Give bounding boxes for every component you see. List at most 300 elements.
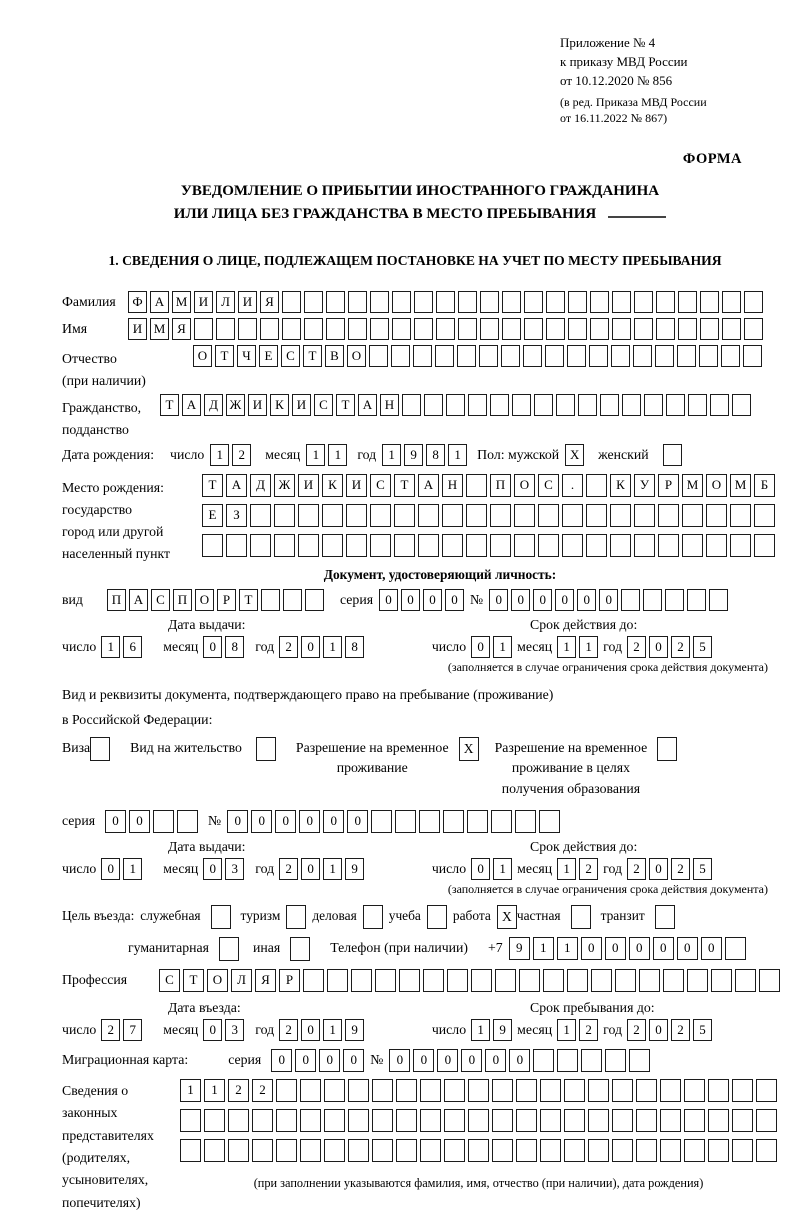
guardians-cell[interactable] [396,1079,417,1102]
guardians-cell[interactable] [444,1139,465,1162]
profession-cell[interactable]: С [159,969,180,992]
profession-cell[interactable] [327,969,348,992]
birth-day-cell[interactable]: 1 [210,444,229,466]
given-name-cell[interactable] [194,318,213,340]
issue-year-cell[interactable]: 1 [323,636,342,658]
citizenship-cell[interactable] [446,394,465,416]
mc-number-cell[interactable] [533,1049,554,1072]
stay-month-cell[interactable]: 2 [579,1019,598,1041]
residence-series-cell[interactable]: 0 [105,810,126,833]
stay-day-cell[interactable]: 9 [493,1019,512,1041]
citizenship-cell[interactable] [556,394,575,416]
citizenship-cell[interactable]: К [270,394,289,416]
guardians-cell[interactable] [252,1109,273,1132]
surname-cell[interactable] [436,291,455,313]
valid-day-cell[interactable]: 1 [493,858,512,880]
guardians-cell[interactable] [396,1109,417,1132]
surname-cell[interactable] [414,291,433,313]
visa-checkbox-cell[interactable] [90,737,110,761]
residence-number-cell[interactable] [539,810,560,833]
doc-number-cell[interactable] [621,589,640,611]
issue-day-cell[interactable]: 1 [101,636,120,658]
doc-number-cell[interactable]: 0 [533,589,552,611]
surname-cell[interactable]: М [172,291,191,313]
given-name-cell[interactable] [304,318,323,340]
mc-number-cell[interactable] [581,1049,602,1072]
guardians-cell[interactable] [372,1079,393,1102]
guardians-cell[interactable] [444,1109,465,1132]
citizenship-cell[interactable]: И [292,394,311,416]
valid-month-cell[interactable]: 1 [557,858,576,880]
issue-year-cell[interactable]: 1 [323,858,342,880]
guardians-cell[interactable] [756,1079,777,1102]
patronymic-cell[interactable] [413,345,432,367]
entry-month-cell[interactable]: 0 [203,1019,222,1041]
guardians-cell[interactable] [348,1139,369,1162]
guardians-cell[interactable] [636,1079,657,1102]
birth-place-cell[interactable]: А [226,474,247,497]
entry-year-cell[interactable]: 1 [323,1019,342,1041]
birth-place-cell[interactable] [610,504,631,527]
phone-cell[interactable]: 0 [677,937,698,960]
guardians-cell[interactable] [228,1139,249,1162]
doc-kind-cell[interactable]: П [173,589,192,611]
guardians-cell[interactable] [300,1109,321,1132]
guardians-cell[interactable]: 2 [228,1079,249,1102]
given-name-cell[interactable] [744,318,763,340]
mc-number-cell[interactable]: 0 [485,1049,506,1072]
guardians-cell[interactable] [204,1109,225,1132]
citizenship-cell[interactable] [732,394,751,416]
guardians-cell[interactable] [204,1139,225,1162]
birth-place-cell[interactable] [538,504,559,527]
stay-day-cell[interactable]: 1 [471,1019,490,1041]
doc-number-cell[interactable] [643,589,662,611]
guardians-cell[interactable]: 2 [252,1079,273,1102]
doc-number-cell[interactable]: 0 [489,589,508,611]
guardians-cell[interactable] [708,1109,729,1132]
profession-cell[interactable] [711,969,732,992]
guardians-cell[interactable] [348,1079,369,1102]
birth-place-cell[interactable]: М [730,474,751,497]
birth-place-cell[interactable] [442,504,463,527]
patronymic-cell[interactable]: Т [303,345,322,367]
guardians-cell[interactable] [540,1139,561,1162]
birth-place-cell[interactable] [658,504,679,527]
residence-number-cell[interactable] [515,810,536,833]
phone-cell[interactable]: 0 [653,937,674,960]
citizenship-cell[interactable]: И [248,394,267,416]
given-name-cell[interactable] [326,318,345,340]
profession-cell[interactable] [663,969,684,992]
patronymic-cell[interactable]: О [347,345,366,367]
guardians-cell[interactable] [300,1139,321,1162]
mc-number-cell[interactable] [557,1049,578,1072]
given-name-cell[interactable] [590,318,609,340]
patronymic-cell[interactable]: С [281,345,300,367]
doc-kind-cell[interactable]: Т [239,589,258,611]
guardians-cell[interactable] [324,1079,345,1102]
birth-place-cell[interactable] [610,534,631,557]
issue-day-cell[interactable]: 0 [101,858,120,880]
issue-month-cell[interactable]: 0 [203,858,222,880]
given-name-cell[interactable] [700,318,719,340]
phone-cell[interactable] [725,937,746,960]
profession-cell[interactable] [495,969,516,992]
guardians-cell[interactable] [372,1139,393,1162]
entry-year-cell[interactable]: 2 [279,1019,298,1041]
birth-place-cell[interactable]: З [226,504,247,527]
mc-number-cell[interactable] [629,1049,650,1072]
citizenship-cell[interactable]: Ж [226,394,245,416]
doc-kind-cell[interactable] [283,589,302,611]
phone-cell[interactable]: 0 [605,937,626,960]
purpose-transit-cell[interactable] [655,905,675,929]
valid-year-cell[interactable]: 2 [671,636,690,658]
birth-place-cell[interactable] [250,504,271,527]
residence-number-cell[interactable]: 0 [347,810,368,833]
surname-cell[interactable] [326,291,345,313]
surname-cell[interactable] [480,291,499,313]
birth-place-cell[interactable]: Р [658,474,679,497]
mc-number-cell[interactable]: 0 [437,1049,458,1072]
purpose-official-cell[interactable] [211,905,231,929]
guardians-cell[interactable] [492,1109,513,1132]
surname-cell[interactable]: И [194,291,213,313]
given-name-cell[interactable] [414,318,433,340]
mc-number-cell[interactable]: 0 [461,1049,482,1072]
given-name-cell[interactable]: М [150,318,169,340]
birth-place-cell[interactable]: С [538,474,559,497]
surname-cell[interactable] [590,291,609,313]
patronymic-cell[interactable]: О [193,345,212,367]
phone-cell[interactable]: 9 [509,937,530,960]
mc-number-cell[interactable]: 0 [509,1049,530,1072]
issue-day-cell[interactable]: 6 [123,636,142,658]
guardians-cell[interactable] [228,1109,249,1132]
valid-day-cell[interactable]: 0 [471,636,490,658]
surname-cell[interactable] [546,291,565,313]
entry-year-cell[interactable]: 9 [345,1019,364,1041]
guardians-cell[interactable] [684,1139,705,1162]
valid-year-cell[interactable]: 5 [693,858,712,880]
stay-year-cell[interactable]: 0 [649,1019,668,1041]
surname-cell[interactable] [524,291,543,313]
purpose-study-cell[interactable] [427,905,447,929]
surname-cell[interactable] [722,291,741,313]
doc-number-cell[interactable]: 0 [599,589,618,611]
guardians-cell[interactable] [708,1079,729,1102]
given-name-cell[interactable] [678,318,697,340]
guardians-cell[interactable] [732,1109,753,1132]
birth-place-cell[interactable] [514,504,535,527]
guardians-cell[interactable] [612,1109,633,1132]
surname-cell[interactable] [348,291,367,313]
purpose-private-cell[interactable] [571,905,591,929]
citizenship-cell[interactable] [424,394,443,416]
surname-cell[interactable] [634,291,653,313]
profession-cell[interactable] [471,969,492,992]
surname-cell[interactable] [744,291,763,313]
patronymic-cell[interactable] [501,345,520,367]
given-name-cell[interactable] [458,318,477,340]
residence-series-cell[interactable]: 0 [129,810,150,833]
doc-kind-cell[interactable]: С [151,589,170,611]
temp-permit-checkbox-cell[interactable]: X [459,737,479,761]
patronymic-cell[interactable] [655,345,674,367]
surname-cell[interactable] [370,291,389,313]
birth-place-cell[interactable] [586,474,607,497]
surname-cell[interactable] [700,291,719,313]
guardians-cell[interactable]: 1 [180,1079,201,1102]
guardians-cell[interactable] [684,1109,705,1132]
doc-number-cell[interactable]: 0 [577,589,596,611]
issue-year-cell[interactable]: 2 [279,858,298,880]
birth-place-cell[interactable] [754,534,775,557]
birth-day-cell[interactable]: 2 [232,444,251,466]
birth-place-cell[interactable]: С [370,474,391,497]
valid-year-cell[interactable]: 0 [649,858,668,880]
profession-cell[interactable] [687,969,708,992]
doc-kind-cell[interactable]: О [195,589,214,611]
birth-place-cell[interactable]: . [562,474,583,497]
valid-year-cell[interactable]: 2 [627,858,646,880]
doc-kind-cell[interactable] [261,589,280,611]
citizenship-cell[interactable]: А [182,394,201,416]
patronymic-cell[interactable] [391,345,410,367]
birth-place-cell[interactable] [322,504,343,527]
birth-place-cell[interactable] [298,504,319,527]
birth-place-cell[interactable]: О [706,474,727,497]
guardians-cell[interactable] [348,1109,369,1132]
male-checkbox-cell[interactable]: X [565,444,584,466]
birth-place-cell[interactable] [346,534,367,557]
guardians-cell[interactable] [660,1109,681,1132]
citizenship-cell[interactable] [490,394,509,416]
guardians-cell[interactable] [660,1139,681,1162]
profession-cell[interactable] [567,969,588,992]
profession-cell[interactable] [519,969,540,992]
guardians-cell[interactable] [396,1139,417,1162]
given-name-cell[interactable] [216,318,235,340]
surname-cell[interactable]: И [238,291,257,313]
phone-cell[interactable]: 0 [701,937,722,960]
guardians-cell[interactable] [276,1139,297,1162]
doc-number-cell[interactable] [709,589,728,611]
guardians-cell[interactable] [636,1139,657,1162]
patronymic-cell[interactable] [677,345,696,367]
given-name-cell[interactable]: Я [172,318,191,340]
profession-cell[interactable] [543,969,564,992]
surname-cell[interactable] [304,291,323,313]
profession-cell[interactable] [447,969,468,992]
guardians-cell[interactable] [636,1109,657,1132]
birth-place-cell[interactable]: У [634,474,655,497]
patronymic-cell[interactable]: Т [215,345,234,367]
profession-cell[interactable] [303,969,324,992]
doc-series-cell[interactable]: 0 [401,589,420,611]
mc-series-cell[interactable]: 0 [319,1049,340,1072]
birth-place-cell[interactable] [634,534,655,557]
doc-kind-cell[interactable]: Р [217,589,236,611]
guardians-cell[interactable] [324,1109,345,1132]
guardians-cell[interactable] [420,1109,441,1132]
residence-number-cell[interactable]: 0 [251,810,272,833]
citizenship-cell[interactable] [600,394,619,416]
issue-month-cell[interactable]: 0 [203,636,222,658]
birth-place-cell[interactable]: Б [754,474,775,497]
profession-cell[interactable] [375,969,396,992]
mc-series-cell[interactable]: 0 [343,1049,364,1072]
residence-series-cell[interactable] [153,810,174,833]
surname-cell[interactable] [282,291,301,313]
birth-place-cell[interactable] [682,534,703,557]
doc-series-cell[interactable]: 0 [379,589,398,611]
issue-month-cell[interactable]: 3 [225,858,244,880]
given-name-cell[interactable] [546,318,565,340]
birth-place-cell[interactable] [634,504,655,527]
residence-number-cell[interactable]: 0 [227,810,248,833]
birth-place-cell[interactable]: К [322,474,343,497]
purpose-humanitarian-cell[interactable] [219,937,239,961]
birth-place-cell[interactable]: Е [202,504,223,527]
profession-cell[interactable] [351,969,372,992]
surname-cell[interactable] [458,291,477,313]
given-name-cell[interactable] [348,318,367,340]
doc-number-cell[interactable] [665,589,684,611]
given-name-cell[interactable] [480,318,499,340]
stay-month-cell[interactable]: 1 [557,1019,576,1041]
birth-year-cell[interactable]: 1 [448,444,467,466]
patronymic-cell[interactable] [435,345,454,367]
residence-series-cell[interactable] [177,810,198,833]
patronymic-cell[interactable] [545,345,564,367]
citizenship-cell[interactable]: С [314,394,333,416]
residence-number-cell[interactable]: 0 [275,810,296,833]
birth-place-cell[interactable] [466,474,487,497]
profession-cell[interactable]: Р [279,969,300,992]
birth-place-cell[interactable] [442,534,463,557]
guardians-cell[interactable] [756,1139,777,1162]
mc-series-cell[interactable]: 0 [295,1049,316,1072]
surname-cell[interactable] [612,291,631,313]
guardians-cell[interactable] [684,1079,705,1102]
issue-year-cell[interactable]: 2 [279,636,298,658]
mc-number-cell[interactable] [605,1049,626,1072]
birth-place-cell[interactable] [346,504,367,527]
guardians-cell[interactable] [468,1079,489,1102]
guardians-cell[interactable] [564,1139,585,1162]
guardians-cell[interactable] [516,1079,537,1102]
guardians-cell[interactable] [492,1079,513,1102]
birth-place-cell[interactable] [658,534,679,557]
given-name-cell[interactable] [392,318,411,340]
patronymic-cell[interactable]: Ч [237,345,256,367]
valid-day-cell[interactable]: 0 [471,858,490,880]
guardians-cell[interactable] [300,1079,321,1102]
birth-place-cell[interactable] [490,534,511,557]
given-name-cell[interactable] [238,318,257,340]
patronymic-cell[interactable]: Е [259,345,278,367]
doc-series-cell[interactable]: 0 [423,589,442,611]
surname-cell[interactable]: А [150,291,169,313]
birth-place-cell[interactable] [706,504,727,527]
citizenship-cell[interactable] [710,394,729,416]
guardians-cell[interactable] [516,1139,537,1162]
birth-year-cell[interactable]: 8 [426,444,445,466]
residence-number-cell[interactable] [395,810,416,833]
given-name-cell[interactable] [612,318,631,340]
profession-cell[interactable]: Я [255,969,276,992]
citizenship-cell[interactable] [402,394,421,416]
profession-cell[interactable] [735,969,756,992]
birth-place-cell[interactable] [274,534,295,557]
profession-cell[interactable]: Л [231,969,252,992]
valid-month-cell[interactable]: 1 [557,636,576,658]
residence-number-cell[interactable] [491,810,512,833]
given-name-cell[interactable] [370,318,389,340]
birth-place-cell[interactable]: А [418,474,439,497]
birth-place-cell[interactable] [586,504,607,527]
issue-month-cell[interactable]: 8 [225,636,244,658]
given-name-cell[interactable] [282,318,301,340]
purpose-work-cell[interactable]: X [497,905,517,929]
guardians-cell[interactable] [468,1139,489,1162]
given-name-cell[interactable] [436,318,455,340]
birth-place-cell[interactable] [298,534,319,557]
birth-place-cell[interactable]: М [682,474,703,497]
doc-kind-cell[interactable]: А [129,589,148,611]
profession-cell[interactable] [591,969,612,992]
guardians-cell[interactable] [564,1109,585,1132]
birth-place-cell[interactable] [418,534,439,557]
surname-cell[interactable] [502,291,521,313]
given-name-cell[interactable] [524,318,543,340]
profession-cell[interactable]: Т [183,969,204,992]
guardians-cell[interactable] [588,1139,609,1162]
birth-place-cell[interactable]: И [346,474,367,497]
birth-place-cell[interactable]: П [490,474,511,497]
given-name-cell[interactable] [722,318,741,340]
birth-place-cell[interactable]: О [514,474,535,497]
surname-cell[interactable]: Ф [128,291,147,313]
residence-number-cell[interactable] [419,810,440,833]
doc-kind-cell[interactable] [305,589,324,611]
birth-place-cell[interactable] [466,504,487,527]
guardians-cell[interactable]: 1 [204,1079,225,1102]
birth-place-cell[interactable]: Д [250,474,271,497]
given-name-cell[interactable] [656,318,675,340]
birth-place-cell[interactable] [562,534,583,557]
guardians-cell[interactable] [612,1139,633,1162]
birth-place-cell[interactable] [202,534,223,557]
citizenship-cell[interactable] [644,394,663,416]
surname-cell[interactable] [392,291,411,313]
issue-year-cell[interactable]: 0 [301,858,320,880]
patronymic-cell[interactable] [523,345,542,367]
patronymic-cell[interactable] [589,345,608,367]
citizenship-cell[interactable] [578,394,597,416]
birth-place-cell[interactable] [466,534,487,557]
valid-month-cell[interactable]: 1 [579,636,598,658]
stay-year-cell[interactable]: 5 [693,1019,712,1041]
guardians-cell[interactable] [252,1139,273,1162]
birth-place-cell[interactable] [322,534,343,557]
valid-year-cell[interactable]: 2 [671,858,690,880]
purpose-other-cell[interactable] [290,937,310,961]
birth-place-cell[interactable] [562,504,583,527]
birth-place-cell[interactable] [370,534,391,557]
